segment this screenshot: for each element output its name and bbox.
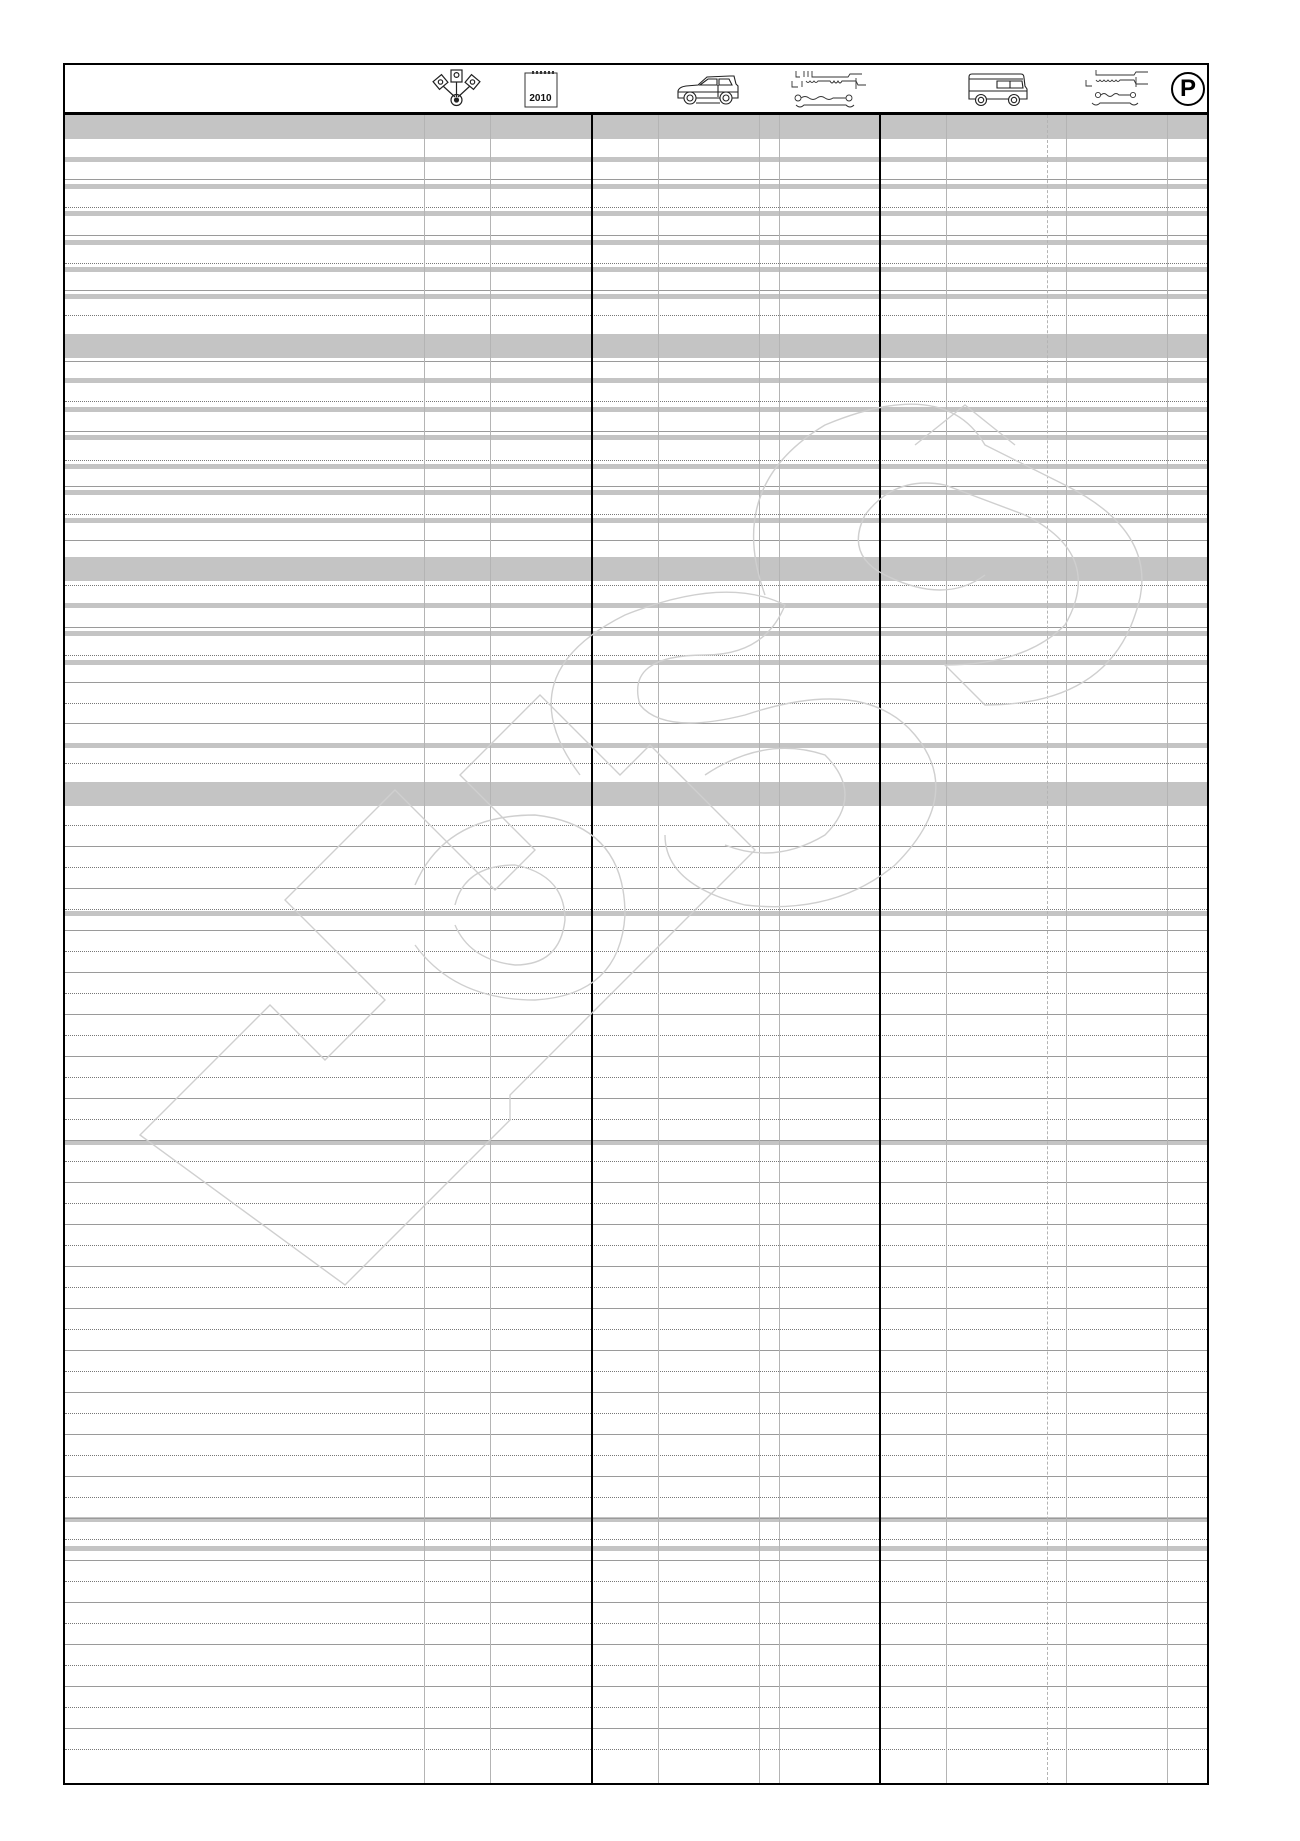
suspension-parts-icon [1074,67,1160,111]
header-description-cell [65,65,424,112]
parts-table-sheet [63,63,1209,1785]
column-divider [658,115,659,1785]
row-separator-strip [65,911,1207,916]
parking-icon [1171,72,1205,106]
table-row-rule [65,1014,1207,1015]
section-header-band [65,334,1207,358]
table-row-rule [65,888,1207,889]
calendar-year-text: 2010 [529,92,552,104]
table-row-rule [65,723,1207,724]
table-row-rule [65,682,1207,683]
table-row-rule [65,703,1207,704]
row-separator-strip [65,240,1207,245]
table-row-rule [65,1308,1207,1309]
section-header-band [65,115,1207,139]
table-row-rule [65,1371,1207,1372]
header-van-cell [946,65,1047,112]
header-suspension-cell-a [779,65,879,112]
table-row-rule [65,846,1207,847]
row-separator-strip [65,631,1207,636]
table-row-rule [65,1434,1207,1435]
column-divider [424,115,425,1785]
header-blank-cell-b [879,65,946,112]
table-row-rule [65,1203,1207,1204]
header-engine-cell [424,65,490,112]
table-row-rule [65,1497,1207,1498]
table-row-rule [65,1560,1207,1561]
table-row-rule [65,207,1207,208]
section-header-band [65,557,1207,581]
table-row-rule [65,1077,1207,1078]
table-row-rule [65,1707,1207,1708]
table-row-rule [65,1287,1207,1288]
table-row-rule [65,431,1207,432]
table-row-rule [65,825,1207,826]
table-row-rule [65,401,1207,402]
table-row-rule [65,627,1207,628]
table-row-rule [65,993,1207,994]
header-parking-cell [1167,65,1209,112]
table-row-rule [65,1476,1207,1477]
row-separator-strip [65,603,1207,608]
table-row-rule [65,1140,1207,1141]
table-row-rule [65,1518,1207,1519]
row-separator-strip [65,435,1207,440]
table-row-rule [65,1224,1207,1225]
parking-letter: P [1179,74,1196,102]
table-row-rule [65,540,1207,541]
table-row-rule [65,1602,1207,1603]
table-row-rule [65,1455,1207,1456]
row-separator-strip [65,378,1207,383]
table-row-rule [65,1644,1207,1645]
table-body [65,115,1207,1785]
table-row-rule [65,235,1207,236]
table-row-rule [65,1665,1207,1666]
row-separator-strip [65,1546,1207,1551]
header-narrow-cell-a [759,65,779,112]
hatchback-car-icon [674,70,744,108]
table-row-rule [65,290,1207,291]
table-row-rule [65,1581,1207,1582]
column-divider [879,115,881,1785]
table-header-row [65,65,1207,115]
column-divider [1047,115,1048,1785]
row-separator-strip [65,660,1207,665]
row-separator-strip [65,294,1207,299]
table-row-rule [65,514,1207,515]
header-narrow-cell-b [1047,65,1066,112]
table-row-rule [65,179,1207,180]
table-row-rule [65,951,1207,952]
column-divider [946,115,947,1785]
table-row-rule [65,1728,1207,1729]
header-suspension-cell-b [1066,65,1167,112]
table-row-rule [65,1119,1207,1120]
van-car-icon [965,69,1029,109]
table-row-rule [65,361,1207,362]
table-row-rule [65,585,1207,586]
table-row-rule [65,1266,1207,1267]
table-row-rule [65,460,1207,461]
table-row-rule [65,1623,1207,1624]
table-row-rule [65,972,1207,973]
row-separator-strip [65,184,1207,189]
row-separator-strip [65,157,1207,162]
table-row-rule [65,1035,1207,1036]
row-separator-strip [65,464,1207,469]
row-separator-strip [65,518,1207,523]
table-row-rule [65,1182,1207,1183]
column-divider [1066,115,1067,1785]
table-row-rule [65,1245,1207,1246]
section-header-band [65,782,1207,806]
row-separator-strip [65,267,1207,272]
row-separator-strip [65,743,1207,748]
suspension-parts-icon [786,67,872,111]
header-hatchback-cell [658,65,759,112]
table-row-rule [65,1392,1207,1393]
row-separator-strip [65,490,1207,495]
table-row-rule [65,763,1207,764]
table-row-rule [65,1350,1207,1351]
table-row-rule [65,1539,1207,1540]
calendar-icon [523,69,559,109]
table-row-rule [65,315,1207,316]
table-row-rule [65,1686,1207,1687]
row-separator-strip [65,407,1207,412]
table-row-rule [65,1098,1207,1099]
header-blank-cell-a [591,65,658,112]
table-row-rule [65,655,1207,656]
table-row-rule [65,1749,1207,1750]
column-divider [490,115,491,1785]
column-divider [1167,115,1168,1785]
table-row-rule [65,909,1207,910]
row-separator-strip [65,211,1207,216]
table-row-rule [65,867,1207,868]
column-divider [591,115,593,1785]
table-row-rule [65,1413,1207,1414]
table-row-rule [65,263,1207,264]
table-row-rule [65,1056,1207,1057]
column-divider [759,115,760,1785]
table-row-rule [65,486,1207,487]
column-divider [779,115,780,1785]
table-row-rule [65,1161,1207,1162]
table-row-rule [65,1329,1207,1330]
header-year-cell [490,65,591,112]
pistons-icon [431,67,483,111]
table-row-rule [65,930,1207,931]
